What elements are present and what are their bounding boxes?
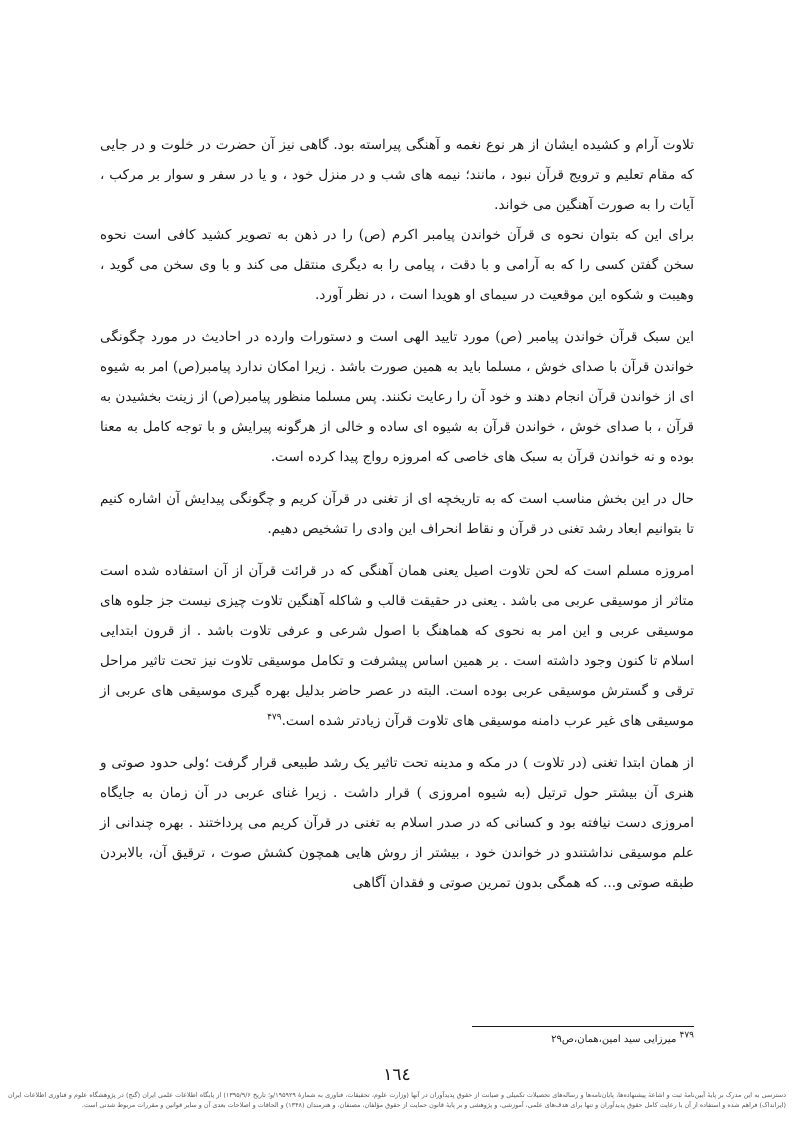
paragraph-4 — [100, 484, 694, 544]
text-line: پیامبر(ص) از زینت بخشیدن به قرآن ، با صدای خوش ، خواندن قرآن به شیوه ای ساده و خالی از — [100, 389, 695, 435]
text-line: اشاره کنیم تا بتوانیم ابعاد رشد تغنی در قرآن و نقاط انحراف این وادی را تشخیص دهیم. — [100, 491, 694, 537]
text-line: از قرون ابتدایی اسلام تا کنون وجود داشته است . بر همین اساس پیشرفت و تکامل موسیقی تلاوت — [100, 623, 694, 669]
paragraph-3 — [100, 322, 694, 472]
body-text — [100, 130, 694, 898]
text-line: این سبک قرآن خواندن پیامبر (ص) مورد تایید الهی است و دستورات وارده در احادیث در مورد — [151, 329, 694, 345]
text-line: پرداختند . بهره چندانی از علم موسیقی نداشتندو در خواندن خود ، بیشتر از روش هایی همچون — [100, 815, 695, 861]
text-line: پیامبر(ص) امر به شیوه ای از خواندن قرآن انجام دهند و خود آن را رعایت نکنند. پس مسلما منظور — [100, 359, 694, 405]
footnote-reference[interactable]: ۴۷۹ — [267, 712, 282, 723]
paragraph-5 — [100, 556, 694, 736]
copyright-notice: دسترسی به این مدرک بر پایۀ آیین‌نامۀ ثبت و اشاعۀ پیشنهاده‌ها، پایان‌نامه‌ها و رساله‌های تحصیلات تکمیلی و صیانت از حقوق پدیدآوران در آنها (وزارت علوم، تحقیقات، فناوری به شمارۀ ۱۹۵۹۲۹/و؛ تاریخ ۱۳۹۵/۹/۶) از پایگاه اطلاعات علمی ایران (گنج) در پژوهشگاه علوم و فناوری اطلاعات ایران (ایرانداک) فراهم شده و استفاده از آن با رعایت کامل حقوق پدیدآوران و تنها برای هدف‌های علمی، آموزشی، و پژوهشی و بر پایۀ قانون حمایت از حقوق مؤلفان، مصنفان، و هنرمندان (۱۳۴۸) و الحاقات و اصلاحات بعدی آن و سایر قوانین و مقررات مربوط شدنی است. — [8, 1091, 786, 1109]
text-line: از همان ابتدا تغنی (در تلاوت ) در مکه و مدینه تحت تاثیر یک رشد طبیعی قرار گرفت ؛ولی — [182, 755, 694, 771]
paragraph-1 — [100, 130, 694, 220]
text-line: سفر و سوار بر مرکب ، آیات را به صورت آهنگین می خواند. — [100, 167, 694, 213]
text-line: نیز تحت تاثیر مراحل ترقی و گسترش موسیقی عربی بوده است. البته در عصر حاضر بدلیل بهره — [100, 653, 694, 699]
text-line: حال در این بخش مناسب است که به تاریخچه ای از تغنی در قرآن کریم و چگونگی پیدایش آن — [166, 491, 694, 507]
text-line: است. — [281, 713, 315, 729]
text-line: می گوید ، وهیبت و شکوه این موقعیت در سیمای او هویدا است ، در نظر آورد. — [100, 257, 694, 303]
text-line: کشش صوت ، ترقیق آن، بالابردن طبقه صوتی و... که همگی بدون تمرین صوتی و فقدان آگاهی — [100, 845, 694, 891]
paragraph-6 — [100, 748, 694, 898]
text-line: گیری موسیقی های عربی از موسیقی های غیر عرب دامنه موسیقی های تلاوت قرآن زیادتر شده — [100, 683, 694, 729]
text-line: نحوه سخن گفتن کسی را که به آرامی و با دقت ، پیامی را به دیگری منتقل می کند و با وی سخن — [100, 227, 694, 273]
text-line: حدود صوتی و هنری آن بیشتر حول ترتیل (به شیوه امروزی ) قرار داشت . زیرا غنای عربی در آن — [100, 755, 694, 801]
text-line: چگونگی خواندن قرآن با صدای خوش ، مسلما باید به همین صورت باشد . زیرا امکان ندارد — [100, 329, 694, 375]
footnote-text: میرزایی سید امین،همان،ص۲۹ — [551, 1034, 677, 1045]
text-line: امروزه مسلم است که لحن تلاوت اصیل یعنی همان آهنگی که در قرائت قرآن از آن استفاده شده — [133, 563, 694, 579]
footnote-number: ۴۷۹ — [679, 1030, 694, 1041]
text-line: جز جلوه های موسیقی عربی و این امر به نحوی که هماهنگ با اصول شرعی و عرفی تلاوت باشد . — [100, 593, 694, 639]
text-line: زمان به جایگاه امروزی دست نیافته بود و کسانی که در صدر اسلام به تغنی در قرآن کریم می — [100, 785, 694, 831]
text-line: تلاوت آرام و کشیده ایشان از هر نوع نغمه و آهنگی پیراسته بود. گاهی نیز آن حضرت در — [198, 137, 694, 153]
text-line: پیدا کرده است. — [270, 449, 359, 465]
page-number: ۱٦٤ — [383, 1065, 411, 1085]
footnote — [551, 1032, 694, 1048]
text-line: هرگونه پیرایش و با توجه کامل به معنا بوده و نه خواندن قرآن به سبک های خاصی که امروزه رواج — [100, 419, 694, 465]
text-line: است متاثر از موسیقی عربی می باشد . یعنی در حقیقت قالب و شاکله آهنگین تلاوت چیزی نیست — [100, 563, 694, 609]
paragraph-2 — [100, 220, 694, 310]
footnote-divider — [472, 1026, 694, 1027]
text-line: خلوت و در جایی که مقام تعلیم و ترویج قرآن نبود ، مانند؛ نیمه های شب و در منزل خود ، و یا در — [100, 137, 695, 183]
text-line: برای این که بتوان نحوه ی قرآن خواندن پیامبر اکرم (ص) را در ذهن به تصویر کشید کافی است — [132, 227, 694, 243]
